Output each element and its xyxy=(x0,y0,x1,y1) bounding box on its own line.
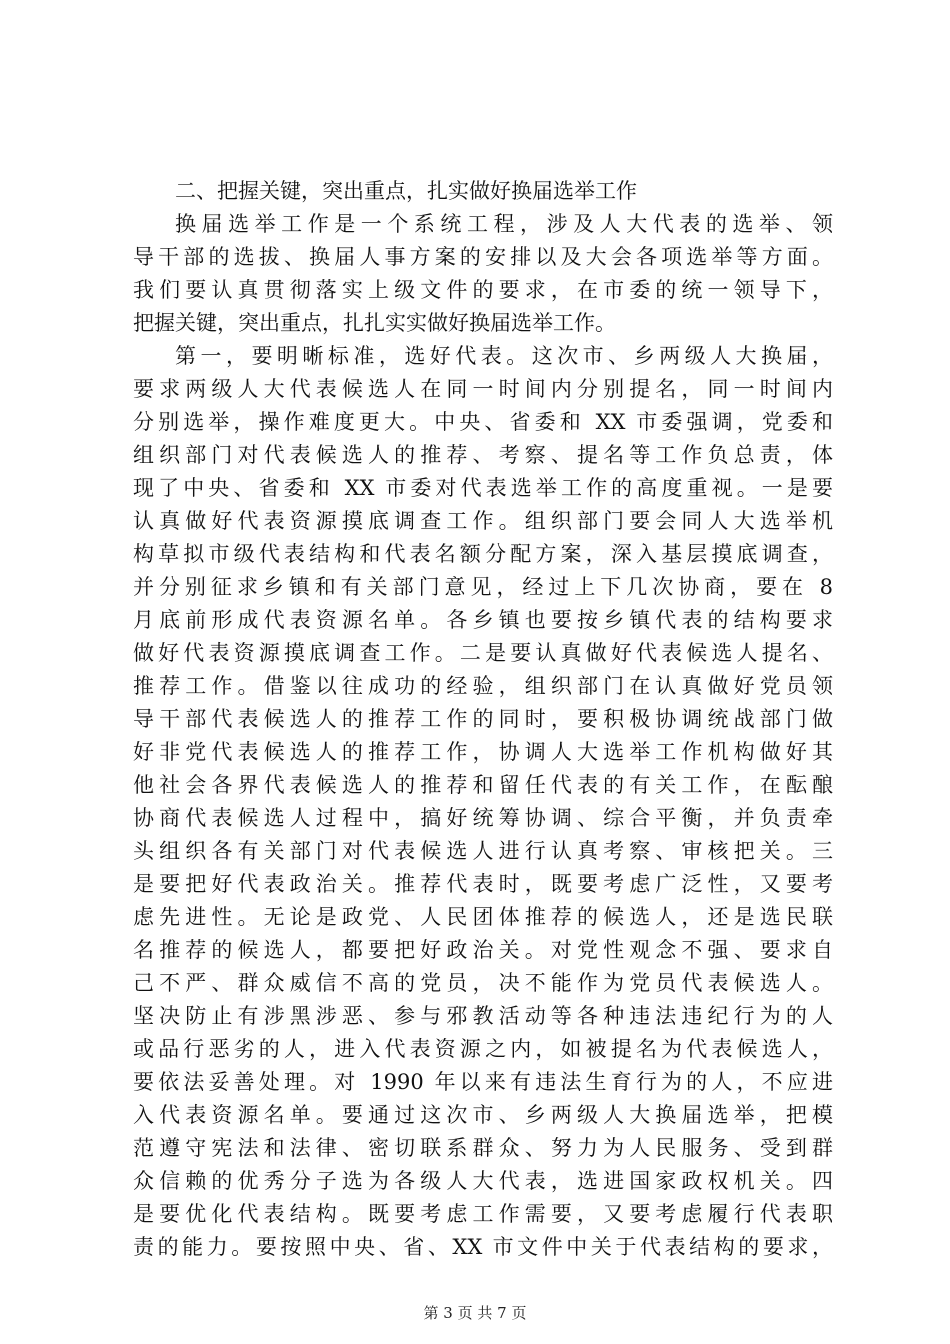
text-line: 名推荐的候选人，都要把好政治关。对党性观念不强、要求自 xyxy=(133,938,833,962)
paragraph-first-point xyxy=(133,340,833,1264)
text-line: 头组织各有关部门对代表候选人进行认真考察、审核把关。三 xyxy=(133,839,833,863)
text-line: 做好代表资源摸底调查工作。二是要认真做好代表候选人提名、 xyxy=(133,641,833,665)
text-line: 或品行恶劣的人，进入代表资源之内，如被提名为代表候选人， xyxy=(133,1037,833,1061)
text-line: 是要优化代表结构。既要考虑工作需要，又要考虑履行代表职 xyxy=(133,1202,833,1226)
text-line: 责的能力。要按照中央、省、XX 市文件中关于代表结构的要求， xyxy=(133,1235,833,1259)
text-line: 虑先进性。无论是政党、人民团体推荐的候选人，还是选民联 xyxy=(133,905,833,929)
text-line: 好非党代表候选人的推荐工作，协调人大选举工作机构做好其 xyxy=(133,740,833,764)
page-number-footer: 第 3 页 共 7 页 xyxy=(423,1304,527,1322)
text-line: 范遵守宪法和法律、密切联系群众、努力为人民服务、受到群 xyxy=(133,1136,833,1160)
text-line: 坚决防止有涉黑涉恶、参与邪教活动等各种违法违纪行为的人 xyxy=(133,1004,833,1028)
text-line: 入代表资源名单。要通过这次市、乡两级人大换届选举，把模 xyxy=(133,1103,833,1127)
text-line: 组织部门对代表候选人的推荐、考察、提名等工作负总责，体 xyxy=(133,443,833,467)
text-line: 众信赖的优秀分子选为各级人大代表，选进国家政权机关。四 xyxy=(133,1169,833,1193)
paragraph-overview xyxy=(133,208,833,340)
text-line: 我们要认真贯彻落实上级文件的要求，在市委的统一领导下， xyxy=(133,278,833,302)
text-line: 己不严、群众威信不高的党员，决不能作为党员代表候选人。 xyxy=(133,971,833,995)
text-line: 是要把好代表政治关。推荐代表时，既要考虑广泛性，又要考 xyxy=(133,872,833,896)
text-line: 要求两级人大代表候选人在同一时间内分别提名，同一时间内 xyxy=(133,377,833,401)
text-line: 他社会各界代表候选人的推荐和留任代表的有关工作，在酝酿 xyxy=(133,773,833,797)
text-line: 认真做好代表资源摸底调查工作。组织部门要会同人大选举机 xyxy=(133,509,833,533)
text-line: 月底前形成代表资源名单。各乡镇也要按乡镇代表的结构要求 xyxy=(133,608,833,632)
text-line: 把握关键，突出重点，扎扎实实做好换届选举工作。 xyxy=(133,311,616,335)
text-line: 要依法妥善处理。对 1990 年以来有违法生育行为的人，不应进 xyxy=(133,1070,833,1094)
document-body xyxy=(133,175,833,1264)
text-line: 导干部代表候选人的推荐工作的同时，要积极协调统战部门做 xyxy=(133,707,833,731)
text-line: 换届选举工作是一个系统工程，涉及人大代表的选举、领 xyxy=(175,212,833,236)
text-line: 构草拟市级代表结构和代表名额分配方案，深入基层摸底调查， xyxy=(133,542,833,566)
text-line: 第一，要明晰标准，选好代表。这次市、乡两级人大换届， xyxy=(175,344,833,368)
text-line: 协商代表候选人过程中，搞好统筹协调、综合平衡，并负责牵 xyxy=(133,806,833,830)
text-line: 分别选举，操作难度更大。中央、省委和 XX 市委强调，党委和 xyxy=(133,410,833,434)
text-line: 导干部的选拔、换届人事方案的安排以及大会各项选举等方面。 xyxy=(133,245,833,269)
text-line: 并分别征求乡镇和有关部门意见，经过上下几次协商，要在 8 xyxy=(133,575,833,599)
text-line: 推荐工作。借鉴以往成功的经验，组织部门在认真做好党员领 xyxy=(133,674,833,698)
section-heading: 二、把握关键，突出重点，扎实做好换届选举工作 xyxy=(175,179,637,203)
text-line: 现了中央、省委和 XX 市委对代表选举工作的高度重视。一是要 xyxy=(133,476,833,500)
